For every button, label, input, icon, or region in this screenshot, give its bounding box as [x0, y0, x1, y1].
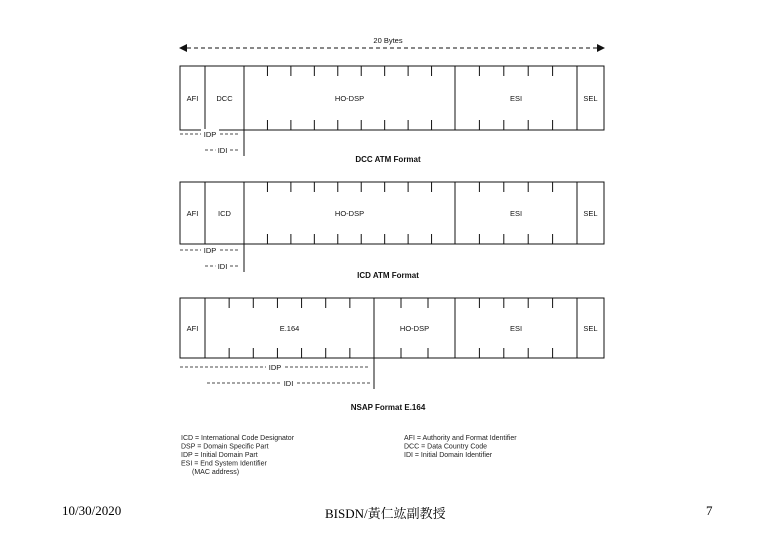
format-title: NSAP Format E.164	[350, 403, 426, 412]
field-label: E.164	[279, 324, 300, 333]
byte-span-label: 20 Bytes	[373, 36, 403, 45]
idi-label: IDI	[217, 146, 228, 155]
address-format-1	[180, 66, 604, 164]
legend-left-entry: ESI = End System Identifier	[181, 460, 267, 468]
format-box	[180, 298, 604, 358]
field-label: DCC	[216, 94, 233, 103]
legend-left-entry: DSP = Domain Specific Part	[181, 443, 269, 451]
footer-page-number: 7	[706, 503, 713, 518]
footer-course-label: BISDN/黃仁竑副教授	[325, 506, 446, 521]
address-format-3	[180, 298, 604, 412]
legend-left-entry: (MAC address)	[192, 469, 240, 476]
format-title: DCC ATM Format	[355, 155, 421, 164]
field-label: SEL	[583, 209, 598, 218]
footer-date: 10/30/2020	[62, 503, 122, 518]
address-format-2	[180, 182, 604, 280]
field-label: ESI	[509, 94, 523, 103]
field-label: AFI	[186, 324, 199, 333]
field-label: AFI	[186, 94, 199, 103]
field-label: ESI	[509, 324, 523, 333]
field-label: ESI	[509, 209, 523, 218]
field-label: SEL	[583, 324, 598, 333]
legend-left-entry: ICD = International Code Designator	[181, 435, 295, 442]
field-label: HO-DSP	[334, 94, 365, 103]
idi-label: IDI	[217, 262, 228, 271]
idp-label: IDP	[203, 130, 217, 139]
legend-right-entry: IDI = Initial Domain Identifier	[404, 452, 493, 459]
field-label: ICD	[218, 209, 231, 218]
field-label: HO-DSP	[334, 209, 365, 218]
idp-label: IDP	[203, 246, 217, 255]
idp-label: IDP	[268, 363, 282, 372]
field-label: AFI	[186, 209, 199, 218]
legend	[181, 435, 517, 476]
format-title: ICD ATM Format	[357, 271, 419, 280]
formats-layer	[180, 66, 604, 412]
legend-left-entry: IDP = Initial Domain Part	[181, 452, 258, 459]
legend-right-entry: AFI = Authority and Format Identifier	[404, 435, 517, 442]
field-label: HO-DSP	[399, 324, 430, 333]
legend-right-entry: DCC = Data Country Code	[404, 443, 488, 451]
idi-label: IDI	[283, 379, 294, 388]
field-label: SEL	[583, 94, 598, 103]
